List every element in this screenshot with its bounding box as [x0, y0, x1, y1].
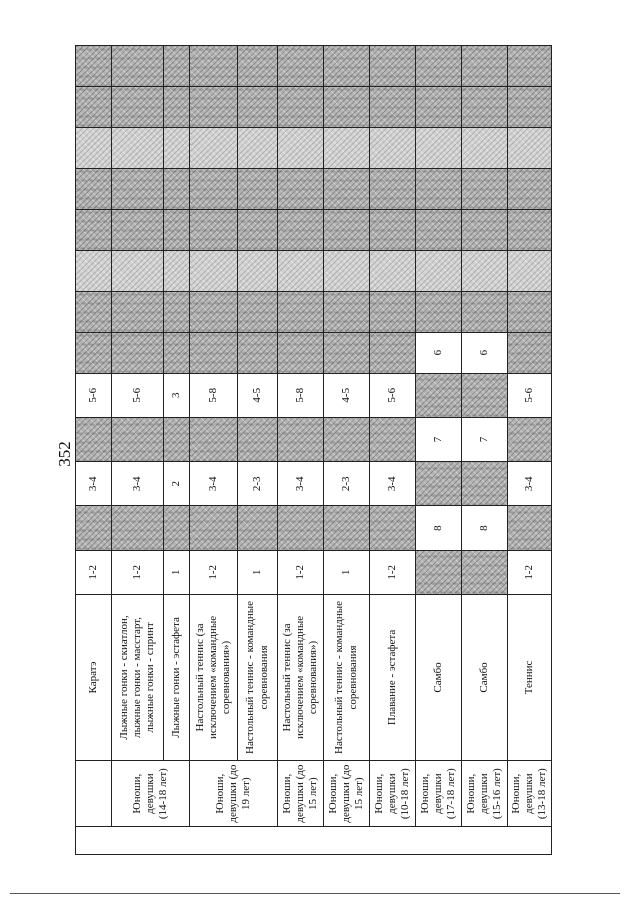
age-group-cell: Юноши, девушки (15-16 лет)	[462, 760, 508, 826]
page-number: 352	[55, 441, 74, 467]
age-group-cell	[76, 760, 112, 826]
shaded-empty-cell	[164, 250, 190, 291]
place-cell	[278, 506, 324, 550]
shaded-empty-cell	[190, 168, 238, 209]
shaded-empty-cell	[462, 168, 508, 209]
sport-discipline-cell: Настольный теннис - командные соревнования	[324, 594, 370, 760]
place-cell	[190, 332, 238, 373]
shaded-empty-cell	[190, 87, 238, 128]
shaded-empty-cell	[278, 46, 324, 87]
place-cell: 4-5	[238, 373, 278, 417]
place-cell	[164, 332, 190, 373]
shaded-empty-cell	[370, 46, 416, 87]
place-cell	[238, 506, 278, 550]
shaded-empty-cell	[164, 128, 190, 169]
place-cell	[324, 417, 370, 461]
place-cell	[76, 332, 112, 373]
shaded-empty-cell	[76, 87, 112, 128]
place-cell: 6	[416, 332, 462, 373]
shaded-empty-cell	[112, 168, 164, 209]
shaded-empty-cell	[278, 291, 324, 332]
place-cell	[462, 462, 508, 506]
place-cell: 2-3	[238, 462, 278, 506]
place-cell	[190, 506, 238, 550]
shaded-empty-cell	[508, 87, 552, 128]
sport-discipline-cell: Настольный теннис - командные соревнования	[238, 594, 278, 760]
shaded-empty-cell	[508, 291, 552, 332]
place-cell	[370, 506, 416, 550]
shaded-empty-cell	[238, 46, 278, 87]
table-row	[416, 46, 462, 855]
shaded-empty-cell	[370, 128, 416, 169]
shaded-empty-cell	[416, 46, 462, 87]
shaded-empty-cell	[508, 250, 552, 291]
place-cell: 8	[416, 506, 462, 550]
place-cell: 3-4	[370, 462, 416, 506]
shaded-empty-cell	[238, 291, 278, 332]
place-cell	[370, 417, 416, 461]
sports-ranking-table	[75, 45, 552, 855]
shaded-empty-cell	[508, 128, 552, 169]
place-cell: 8	[462, 506, 508, 550]
age-group-cell: Юноши, девушки (до 15 лет)	[278, 760, 324, 826]
shaded-empty-cell	[462, 209, 508, 250]
place-cell: 3	[164, 373, 190, 417]
shaded-empty-cell	[164, 87, 190, 128]
table-row	[508, 46, 552, 855]
place-cell: 3-4	[278, 462, 324, 506]
sport-discipline-cell: Настольный теннис (за исключением «командные соревнования»)	[278, 594, 324, 760]
shaded-empty-cell	[416, 168, 462, 209]
shaded-empty-cell	[508, 209, 552, 250]
sport-discipline-cell: Плавание - эстафета	[370, 594, 416, 760]
place-cell	[76, 506, 112, 550]
place-cell	[462, 550, 508, 594]
shaded-empty-cell	[278, 250, 324, 291]
place-cell	[508, 332, 552, 373]
sport-discipline-cell: Лыжные гонки - эстафета	[164, 594, 190, 760]
shaded-empty-cell	[76, 168, 112, 209]
table-row	[76, 46, 112, 855]
place-cell: 1-2	[370, 550, 416, 594]
shaded-empty-cell	[324, 209, 370, 250]
shaded-empty-cell	[370, 87, 416, 128]
shaded-empty-cell	[112, 291, 164, 332]
table-row	[238, 46, 278, 855]
shaded-empty-cell	[324, 168, 370, 209]
place-cell	[278, 332, 324, 373]
shaded-empty-cell	[278, 128, 324, 169]
shaded-empty-cell	[278, 168, 324, 209]
shaded-empty-cell	[112, 128, 164, 169]
rotated-table-container	[75, 45, 547, 855]
shaded-empty-cell	[190, 250, 238, 291]
shaded-empty-cell	[164, 46, 190, 87]
blank-left-column	[76, 827, 552, 855]
shaded-empty-cell	[462, 291, 508, 332]
place-cell: 5-6	[76, 373, 112, 417]
place-cell: 1	[164, 550, 190, 594]
shaded-empty-cell	[462, 250, 508, 291]
age-group-cell: Юноши, девушки (14-18 лет)	[112, 760, 190, 826]
place-cell: 1-2	[112, 550, 164, 594]
place-cell	[76, 417, 112, 461]
shaded-empty-cell	[278, 209, 324, 250]
shaded-empty-cell	[238, 168, 278, 209]
sport-discipline-cell: Каратэ	[76, 594, 112, 760]
sport-discipline-cell: Лыжные гонки - скиатлон, лыжные гонки - масстарт, лыжные гонки - спринт	[112, 594, 164, 760]
shaded-empty-cell	[238, 87, 278, 128]
shaded-empty-cell	[370, 291, 416, 332]
shaded-empty-cell	[324, 291, 370, 332]
shaded-empty-cell	[190, 46, 238, 87]
place-cell: 5-6	[508, 373, 552, 417]
place-cell: 3-4	[76, 462, 112, 506]
place-cell: 5-8	[278, 373, 324, 417]
shaded-empty-cell	[370, 209, 416, 250]
place-cell: 5-6	[112, 373, 164, 417]
place-cell: 1	[238, 550, 278, 594]
place-cell	[278, 417, 324, 461]
shaded-empty-cell	[462, 128, 508, 169]
shaded-empty-cell	[462, 46, 508, 87]
place-cell: 7	[462, 417, 508, 461]
place-cell	[508, 417, 552, 461]
shaded-empty-cell	[190, 291, 238, 332]
sport-discipline-cell: Самбо	[462, 594, 508, 760]
place-cell: 1-2	[278, 550, 324, 594]
place-cell: 3-4	[112, 462, 164, 506]
sport-discipline-cell: Теннис	[508, 594, 552, 760]
shaded-empty-cell	[76, 291, 112, 332]
place-cell	[416, 462, 462, 506]
age-group-cell: Юноши, девушки (10-18 лет)	[370, 760, 416, 826]
place-cell	[462, 373, 508, 417]
shaded-empty-cell	[324, 250, 370, 291]
shaded-empty-cell	[416, 87, 462, 128]
place-cell	[112, 332, 164, 373]
shaded-empty-cell	[324, 46, 370, 87]
age-group-cell: Юноши, девушки (до 15 лет)	[324, 760, 370, 826]
place-cell	[238, 417, 278, 461]
age-group-cell: Юноши, девушки (17-18 лет)	[416, 760, 462, 826]
place-cell	[416, 373, 462, 417]
shaded-empty-cell	[164, 291, 190, 332]
shaded-empty-cell	[238, 250, 278, 291]
place-cell: 3-4	[190, 462, 238, 506]
shaded-empty-cell	[370, 168, 416, 209]
shaded-empty-cell	[278, 87, 324, 128]
shaded-empty-cell	[190, 209, 238, 250]
shaded-empty-cell	[112, 46, 164, 87]
shaded-empty-cell	[462, 87, 508, 128]
place-cell	[164, 417, 190, 461]
shaded-empty-cell	[238, 128, 278, 169]
shaded-empty-cell	[416, 128, 462, 169]
shaded-empty-cell	[112, 87, 164, 128]
place-cell: 2	[164, 462, 190, 506]
shaded-empty-cell	[238, 209, 278, 250]
table-row	[164, 46, 190, 855]
shaded-empty-cell	[190, 128, 238, 169]
shaded-empty-cell	[76, 209, 112, 250]
place-cell	[190, 417, 238, 461]
shaded-empty-cell	[508, 46, 552, 87]
sport-discipline-cell: Самбо	[416, 594, 462, 760]
shaded-empty-cell	[112, 250, 164, 291]
shaded-empty-cell	[76, 250, 112, 291]
place-cell: 3-4	[508, 462, 552, 506]
place-cell	[238, 332, 278, 373]
shaded-empty-cell	[164, 168, 190, 209]
table-row	[462, 46, 508, 855]
place-cell	[324, 332, 370, 373]
place-cell	[508, 506, 552, 550]
place-cell: 1-2	[190, 550, 238, 594]
shaded-empty-cell	[416, 291, 462, 332]
shaded-empty-cell	[324, 128, 370, 169]
place-cell: 2-3	[324, 462, 370, 506]
place-cell: 7	[416, 417, 462, 461]
shaded-empty-cell	[370, 250, 416, 291]
table-row	[112, 46, 164, 855]
shaded-empty-cell	[416, 209, 462, 250]
table-row	[370, 46, 416, 855]
place-cell	[112, 506, 164, 550]
shaded-empty-cell	[76, 46, 112, 87]
shaded-empty-cell	[416, 250, 462, 291]
place-cell: 1-2	[508, 550, 552, 594]
place-cell: 1-2	[76, 550, 112, 594]
place-cell	[112, 417, 164, 461]
sport-discipline-cell: Настольный теннис (за исключением «командные соревнования»)	[190, 594, 238, 760]
table-body	[76, 46, 552, 855]
bottom-rule	[10, 893, 620, 894]
table-row	[190, 46, 238, 855]
place-cell	[370, 332, 416, 373]
age-group-cell: Юноши, девушки (13-18 лет)	[508, 760, 552, 826]
shaded-empty-cell	[324, 87, 370, 128]
shaded-empty-cell	[164, 209, 190, 250]
place-cell: 6	[462, 332, 508, 373]
place-cell: 5-6	[370, 373, 416, 417]
shaded-empty-cell	[76, 128, 112, 169]
age-group-cell: Юноши, девушки (до 19 лет)	[190, 760, 278, 826]
shaded-empty-cell	[112, 209, 164, 250]
place-cell	[164, 506, 190, 550]
place-cell: 4-5	[324, 373, 370, 417]
place-cell: 5-8	[190, 373, 238, 417]
table-row	[324, 46, 370, 855]
table-row	[278, 46, 324, 855]
shaded-empty-cell	[508, 168, 552, 209]
place-cell: 1	[324, 550, 370, 594]
place-cell	[324, 506, 370, 550]
place-cell	[416, 550, 462, 594]
